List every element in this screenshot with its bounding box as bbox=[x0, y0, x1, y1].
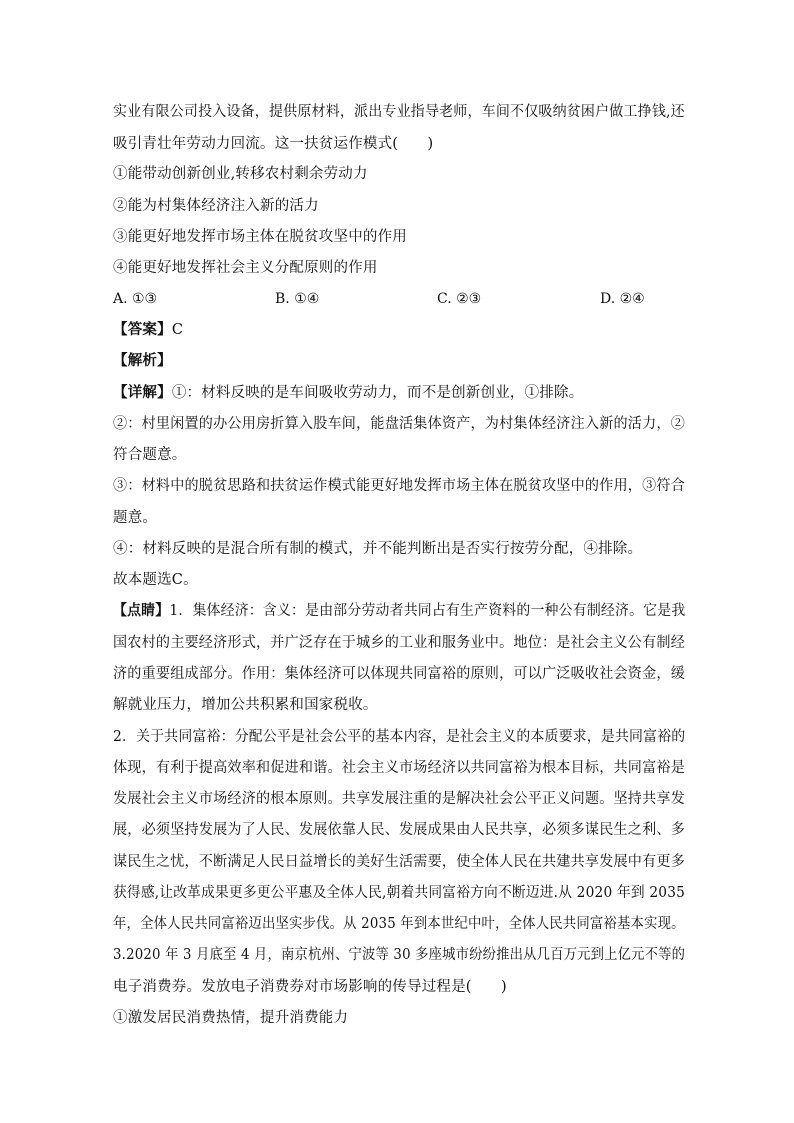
pointer-line-9: 谋民生之忧，不断满足人民日益增长的美好生活需要，使全体人民在共建共享发展中有更多 bbox=[113, 854, 686, 870]
option-c[interactable]: C. ②③ bbox=[437, 291, 482, 307]
pointer-line-4: 解就业压力，增加公共积累和国家税收。 bbox=[113, 697, 378, 713]
detail-line-3: 符合题意。 bbox=[113, 447, 187, 463]
detail-line-2: ②：村里闲置的办公用房折算入股车间，能盘活集体资产，为村集体经济注入新的活力，② bbox=[113, 416, 686, 432]
pointer-line-10: 获得感,让改革成果更多更公平惠及全体人民,朝着共同富裕方向不断迈进.从 2020 年到 2035 bbox=[113, 885, 686, 901]
statement-3: ③能更好地发挥市场主体在脱贫攻坚中的作用 bbox=[113, 229, 407, 245]
question3-statement-1: ①激发居民消费热情，提升消费能力 bbox=[113, 1010, 349, 1026]
pointer-first: 1．集体经济：含义：是由部分劳动者共同占有生产资料的一种公有制经济。它是我 bbox=[169, 603, 686, 619]
pointer-line-11: 年，全体人民共同富裕迈出坚实步伐。从 2035 年到本世纪中叶，全体人民共同富裕基本实现。 bbox=[113, 916, 685, 932]
analysis-tag: 【解析】 bbox=[113, 352, 172, 369]
answer-tag: 【答案】 bbox=[113, 321, 172, 338]
question3-stem-line-1: 3.2020 年 3 月底至 4 月，南京杭州、宁波等 30 多座城市纷纷推出从几百万元到上亿元不等的 bbox=[113, 947, 686, 963]
pointer-tag: 【点睛】 bbox=[113, 602, 170, 619]
statement-2: ②能为村集体经济注入新的活力 bbox=[113, 198, 319, 214]
answer-value: C bbox=[171, 322, 184, 338]
question3-stem-line-2: 电子消费券。发放电子消费券对市场影响的传导过程是( ) bbox=[113, 979, 507, 995]
question1-stem-line-1: 实业有限公司投入设备，提供原材料，派出专业指导老师，车间不仅吸纳贫困户做工挣钱,还 bbox=[113, 104, 685, 120]
detail-line-4: ③：材料中的脱贫思路和扶贫运作模式能更好地发挥市场主体在脱贫攻坚中的作用，③符合 bbox=[113, 478, 686, 494]
detail-tag: 【详解】 bbox=[113, 384, 172, 401]
detail-text-1: ①：材料反映的是车间吸收劳动力，而不是创新创业，①排除。 bbox=[171, 385, 584, 401]
statement-4: ④能更好地发挥社会主义分配原则的作用 bbox=[113, 260, 378, 276]
answer-line bbox=[113, 320, 183, 340]
option-b[interactable]: B. ①④ bbox=[275, 291, 320, 307]
statement-1: ①能带动创新创业,转移农村剩余劳动力 bbox=[113, 166, 368, 182]
detail-line-1 bbox=[113, 383, 583, 403]
detail-line-6: ④：材料反映的是混合所有制的模式，并不能判断出是否实行按劳分配，④排除。 bbox=[113, 541, 643, 557]
question1-stem-line-2: 吸引青壮年劳动力回流。这一扶贫运作模式( ) bbox=[113, 136, 434, 152]
pointer-line-7: 发展社会主义市场经济的根本原则。共享发展注重的是解决社会公平正义问题。坚持共享发 bbox=[113, 791, 686, 807]
detail-line-7: 故本题选C。 bbox=[113, 572, 198, 588]
option-d[interactable]: D. ②④ bbox=[600, 291, 645, 307]
pointer-line-5: 2．关于共同富裕：分配公平是社会公平的基本内容，是社会主义的本质要求，是共同富裕的 bbox=[113, 729, 686, 745]
pointer-line-8: 展，必须坚持发展为了人民、发展依靠人民、发展成果由人民共享，必须多谋民生之利、多 bbox=[113, 822, 686, 838]
pointer-line-6: 体现，有利于提高效率和促进和谐。社会主义市场经济以共同富裕为根本目标，共同富裕是 bbox=[113, 760, 686, 776]
pointer-line-1 bbox=[113, 601, 685, 621]
pointer-line-3: 济的重要组成部分。作用：集体经济可以体现共同富裕的原则，可以广泛吸收社会资金，缓 bbox=[113, 666, 686, 682]
pointer-line-2: 国农村的主要经济形式，并广泛存在于城乡的工业和服务业中。地位：是社会主义公有制经 bbox=[113, 635, 686, 651]
detail-line-5: 题意。 bbox=[113, 510, 158, 526]
option-a[interactable]: A. ①③ bbox=[113, 291, 158, 307]
